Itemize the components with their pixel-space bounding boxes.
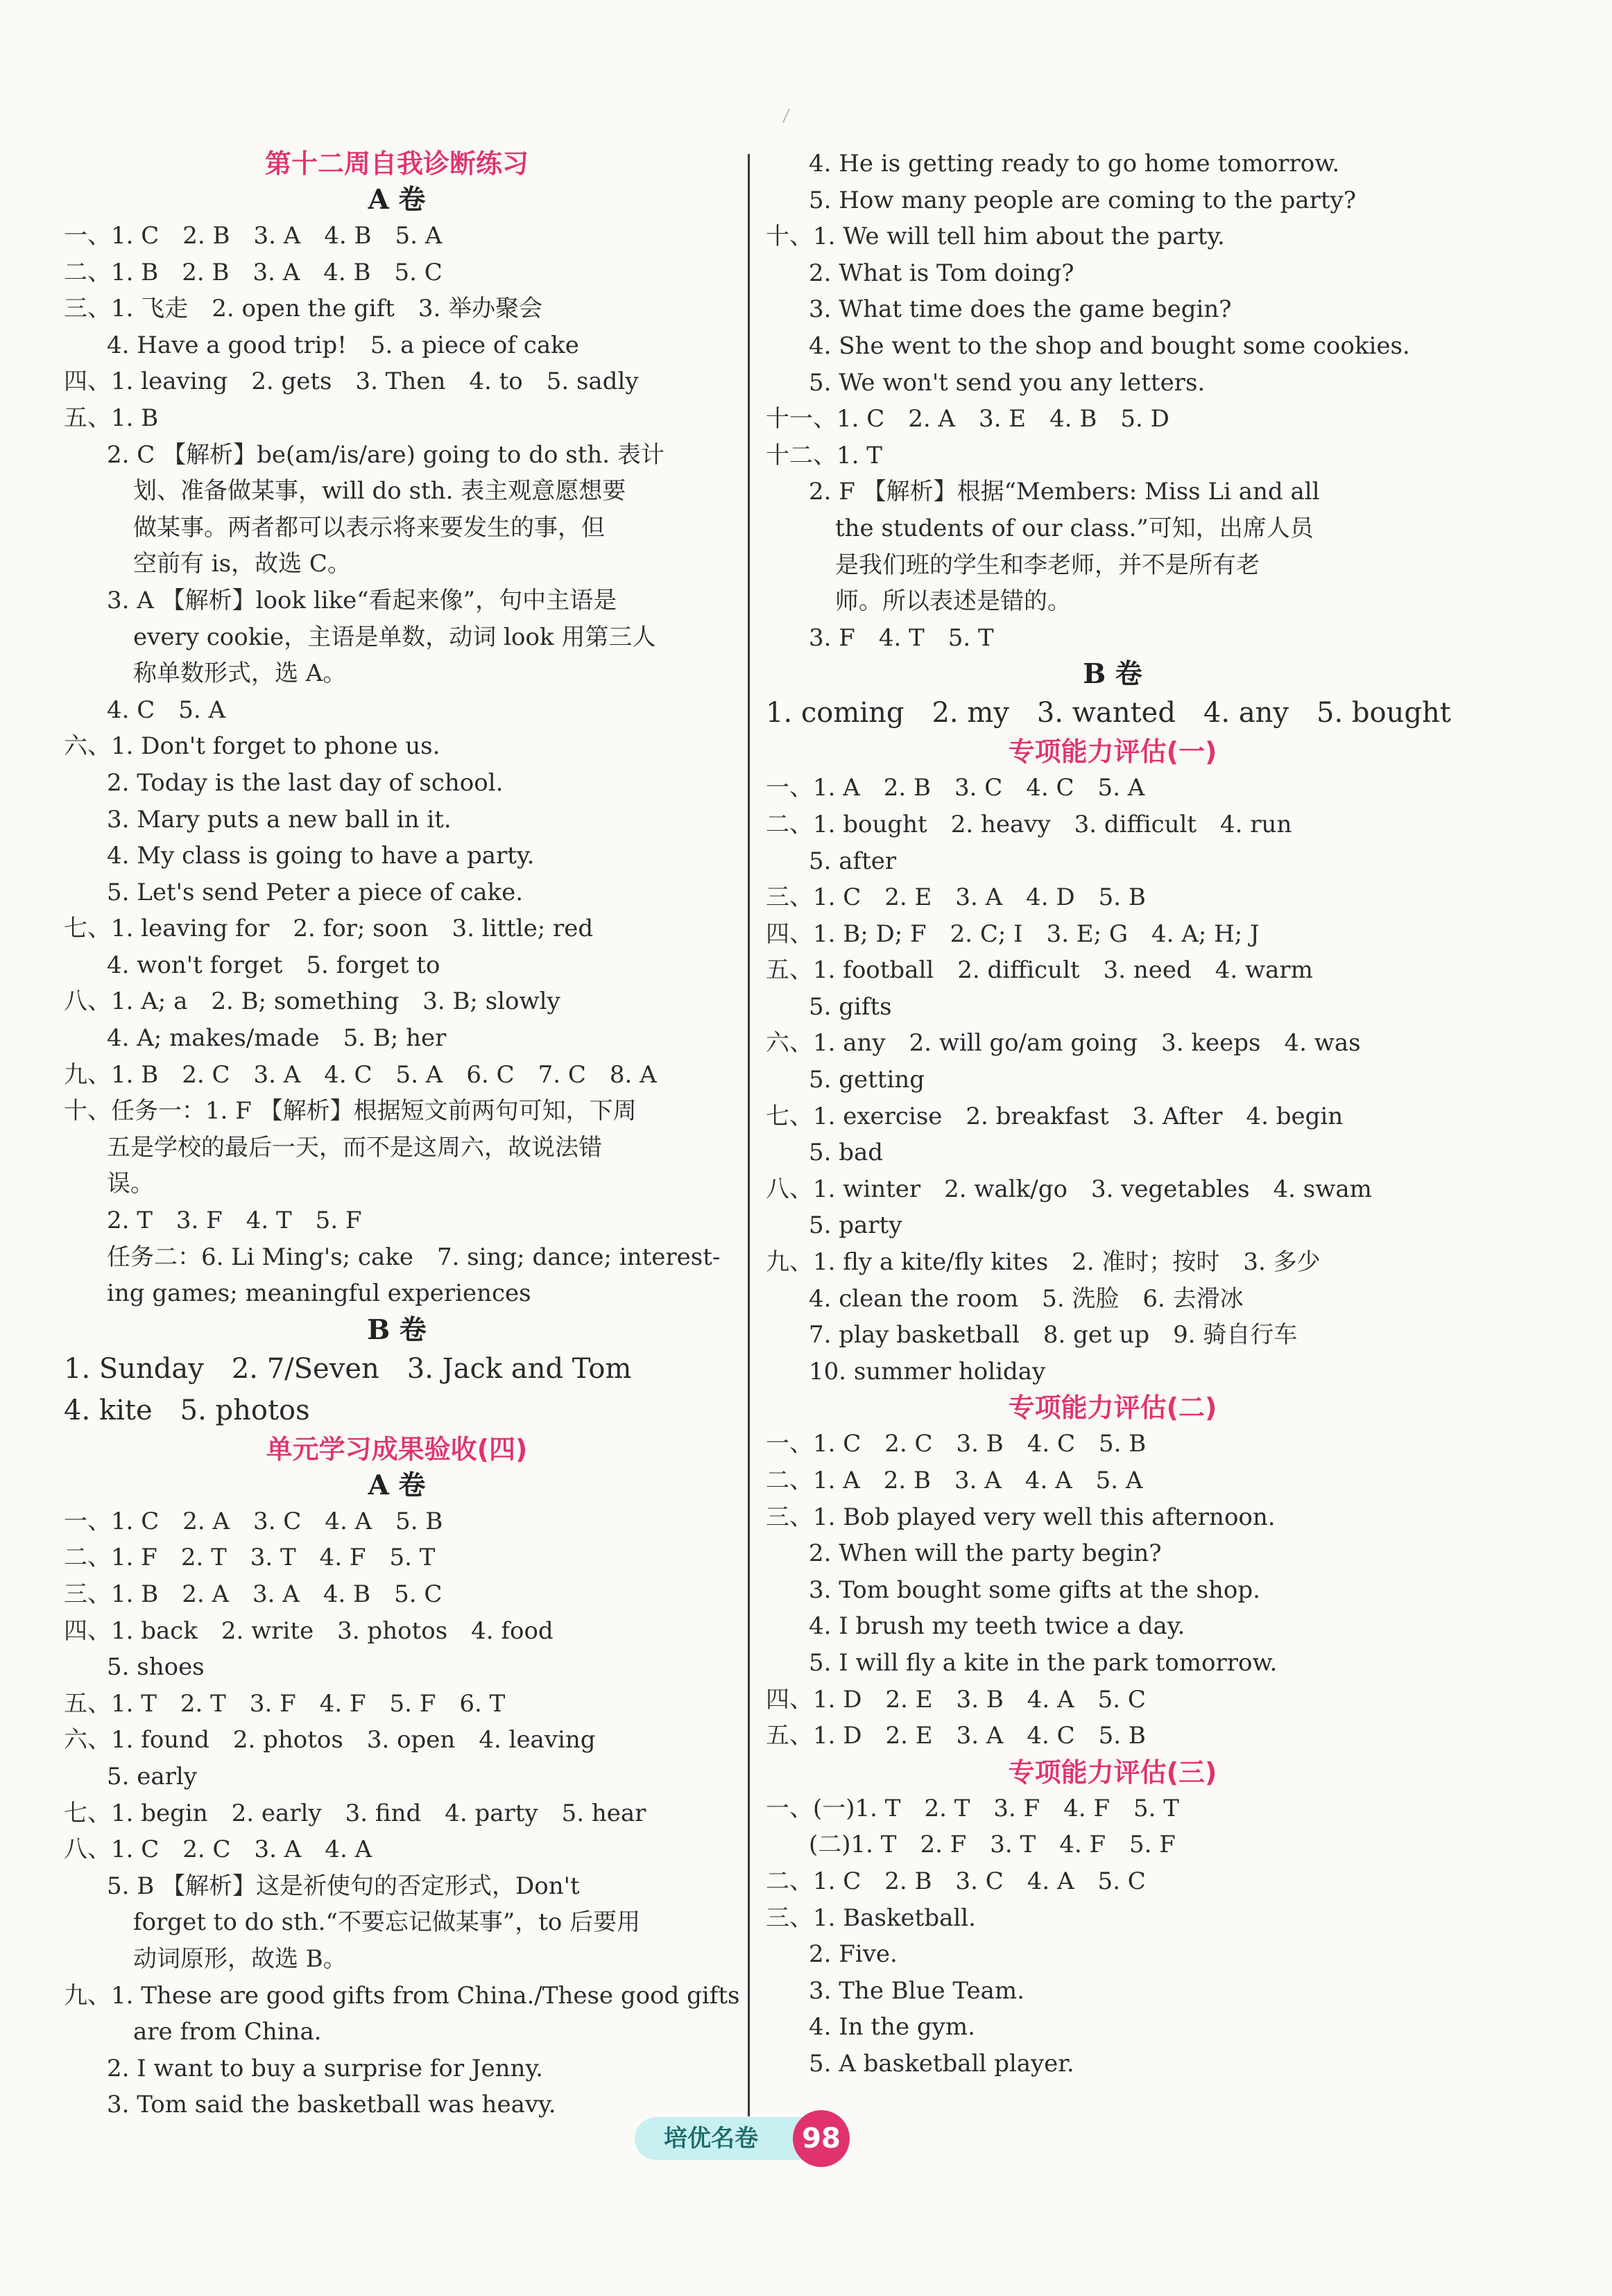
answer-line: 做某事。两者都可以表示将来要发生的事，但 [133,513,605,542]
answer-line: 4. In the gym. [809,2013,975,2042]
answer-line: (二)1. T 2. F 3. T 4. F 5. F [809,1831,1176,1859]
answer-line: 5. party [809,1211,902,1240]
answer-line: 5. shoes [107,1653,205,1682]
answer-line: 一、1. C 2. C 3. B 4. C 5. B [766,1430,1147,1458]
answer-line: 十一、1. C 2. A 3. E 4. B 5. D [766,405,1169,433]
section-title: 专项能力评估(三) [1008,1756,1217,1788]
page-footer [635,2110,857,2167]
answer-line: 九、1. fly a kite/fly kites 2. 准时；按时 3. 多少 [766,1248,1321,1277]
answer-line: 六、1. any 2. will go/am going 3. keeps 4. was [766,1029,1361,1058]
answer-line: ing games; meaningful experiences [107,1279,531,1308]
answer-line: 3. A 【解析】look like“看起来像”，句中主语是 [107,586,617,614]
answer-line: 5. getting [809,1066,925,1094]
answer-line: 4. She went to the shop and bought some cookies. [809,331,1410,360]
answer-line: 4. C 5. A [107,696,226,724]
answer-line: 7. play basketball 8. get up 9. 骑自行车 [809,1321,1298,1349]
answer-line: 二、1. B 2. B 3. A 4. B 5. C [64,258,443,286]
answer-line: the students of our class.”可知，出席人员 [835,514,1314,542]
page-number: 98 [793,2110,850,2167]
footer-label: 培优名卷 [635,2117,829,2160]
right-column [766,146,1459,2082]
answer-line: 2. I want to buy a surprise for Jenny. [107,2054,543,2082]
section-subtitle: B 卷 [1083,658,1142,691]
answer-line: 五、1. B [64,404,159,432]
answer-line: 5. Let's send Peter a piece of cake. [107,878,524,906]
answer-line: 三、1. 飞走 2. open the gift 3. 举办聚会 [64,295,543,323]
answer-line: 2. F 【解析】根据“Members: Miss Li and all [809,478,1320,506]
answer-line: 3. The Blue Team. [809,1976,1024,2005]
answer-line: 五、1. T 2. T 3. F 4. F 5. F 6. T [64,1689,506,1718]
answer-line: 五是学校的最后一天，而不是这周六，故说法错 [107,1133,602,1162]
answer-line: 二、1. A 2. B 3. A 4. A 5. A [766,1467,1143,1494]
answer-line: 10. summer holiday [809,1357,1046,1386]
answer-line: 5. B 【解析】这是祈使句的否定形式，Don't [107,1872,580,1900]
column-divider [748,154,750,2116]
answer-line: 5. How many people are coming to the party? [809,186,1356,214]
answer-line: 5. gifts [809,992,892,1021]
answer-line: 二、1. F 2. T 3. T 4. F 5. T [64,1544,436,1572]
answer-line: 三、1. Basketball. [766,1904,976,1932]
answer-line: 五、1. D 2. E 3. A 4. C 5. B [766,1722,1146,1750]
answer-line: 六、1. found 2. photos 3. open 4. leaving [64,1726,596,1754]
answer-line: 十、1. We will tell him about the party. [766,223,1225,251]
scan-mark [782,108,796,126]
answer-line: 4. My class is going to have a party. [107,842,535,870]
answer-line: 八、1. winter 2. walk/go 3. vegetables 4. swam [766,1175,1372,1203]
answer-line: 4. He is getting ready to go home tomorrow. [809,150,1340,178]
answer-line: 七、1. begin 2. early 3. find 4. party 5. hear [64,1799,646,1827]
section-subtitle: A 卷 [368,1469,426,1501]
answer-line: 2. When will the party begin? [809,1539,1162,1568]
answer-line: 七、1. leaving for 2. for; soon 3. little; red [64,915,594,943]
answer-line: 4. kite 5. photos [64,1394,310,1426]
answer-line: 三、1. C 2. E 3. A 4. D 5. B [766,883,1146,912]
answer-line: 2. Five. [809,1940,898,1969]
answer-line: 5. early [107,1762,197,1790]
answer-line: 十、任务一：1. F 【解析】根据短文前两句可知，下周 [64,1097,637,1125]
answer-line: 是我们班的学生和李老师，并不是所有老 [835,551,1260,579]
section-title: 单元学习成果验收(四) [266,1433,528,1465]
answer-line: 动词原形，故选 B。 [133,1944,347,1973]
answer-line: 一、1. C 2. B 3. A 4. B 5. A [64,222,443,250]
answer-line: 3. Mary puts a new ball in it. [107,805,452,834]
answer-line: 五、1. football 2. difficult 3. need 4. warm [766,956,1313,985]
left-column [64,146,740,2123]
answer-line: 划、准备做某事，will do sth. 表主观意愿想要 [133,477,626,506]
answer-line: 1. coming 2. my 3. wanted 4. any 5. bought [766,697,1451,730]
section-title: 专项能力评估(一) [1008,736,1217,768]
section-title: 专项能力评估(二) [1008,1392,1217,1424]
answer-line: 5. A basketball player. [809,2049,1074,2078]
answer-line: 5. I will fly a kite in the park tomorrow. [809,1648,1278,1677]
section-subtitle: A 卷 [368,184,426,216]
answer-line: 5. after [809,847,897,875]
answer-line: 1. Sunday 2. 7/Seven 3. Jack and Tom [64,1352,632,1385]
answer-line: 2. T 3. F 4. T 5. F [107,1207,362,1235]
answer-line: 4. won't forget 5. forget to [107,951,440,979]
answer-line: 四、1. B; D; F 2. C; I 3. E; G 4. A; H; J [766,920,1260,948]
answer-line: forget to do sth.“不要忘记做某事”，to 后要用 [133,1908,641,1937]
answer-line: 九、1. B 2. C 3. A 4. C 5. A 6. C 7. C 8. A [64,1060,657,1089]
answer-line: 一、1. C 2. A 3. C 4. A 5. B [64,1507,443,1535]
answer-line: 4. Have a good trip! 5. a piece of cake [107,331,579,359]
answer-line: 3. What time does the game begin? [809,295,1232,324]
answer-line: 3. F 4. T 5. T [809,623,994,652]
answer-line: 3. Tom said the basketball was heavy. [107,2091,556,2119]
section-subtitle: B 卷 [367,1313,427,1346]
answer-line: every cookie，主语是单数，动词 look 用第三人 [133,623,656,651]
answer-line: 二、1. C 2. B 3. C 4. A 5. C [766,1867,1146,1895]
answer-line: 八、1. C 2. C 3. A 4. A [64,1836,372,1864]
answer-line: 4. clean the room 5. 洗脸 6. 去滑冰 [809,1284,1244,1313]
answer-line: 4. A; makes/made 5. B; her [107,1024,447,1053]
answer-line: 六、1. Don't forget to phone us. [64,732,440,761]
answer-line: 八、1. A; a 2. B; something 3. B; slowly [64,987,560,1016]
answer-line: 2. What is Tom doing? [809,259,1074,287]
answer-line: 九、1. These are good gifts from China./These good gifts [64,1981,740,2010]
answer-line: 任务二：6. Li Ming's; cake 7. sing; dance; interest- [107,1243,721,1271]
answer-line: 5. bad [809,1139,884,1167]
answer-line: 5. We won't send you any letters. [809,368,1206,397]
answer-line: 一、1. A 2. B 3. C 4. C 5. A [766,774,1145,802]
answer-line: 2. C 【解析】be(am/is/are) going to do sth. 表计 [107,440,664,469]
section-title: 第十二周自我诊断练习 [264,148,529,179]
answer-line: 四、1. D 2. E 3. B 4. A 5. C [766,1685,1146,1714]
answer-line: 2. Today is the last day of school. [107,768,504,797]
answer-line: 四、1. leaving 2. gets 3. Then 4. to 5. sadly [64,368,639,396]
answer-line: 误。 [107,1170,154,1198]
answer-line: 十二、1. T [766,441,882,469]
answer-line: 3. Tom bought some gifts at the shop. [809,1576,1260,1604]
answer-line: are from China. [133,2018,322,2046]
answer-line: 七、1. exercise 2. breakfast 3. After 4. begin [766,1102,1344,1130]
answer-line: 称单数形式，选 A。 [133,659,347,688]
answer-line: 师。所以表述是错的。 [835,587,1071,616]
answer-line: 一、(一)1. T 2. T 3. F 4. F 5. T [766,1794,1179,1822]
answer-line: 三、1. Bob played very well this afternoon. [766,1503,1276,1531]
answer-line: 四、1. back 2. write 3. photos 4. food [64,1616,554,1645]
answer-line: 三、1. B 2. A 3. A 4. B 5. C [64,1580,443,1608]
answer-line: 空前有 is，故选 C。 [133,550,351,578]
answer-line: 二、1. bought 2. heavy 3. difficult 4. run [766,810,1292,838]
answer-line: 4. I brush my teeth twice a day. [809,1612,1185,1641]
